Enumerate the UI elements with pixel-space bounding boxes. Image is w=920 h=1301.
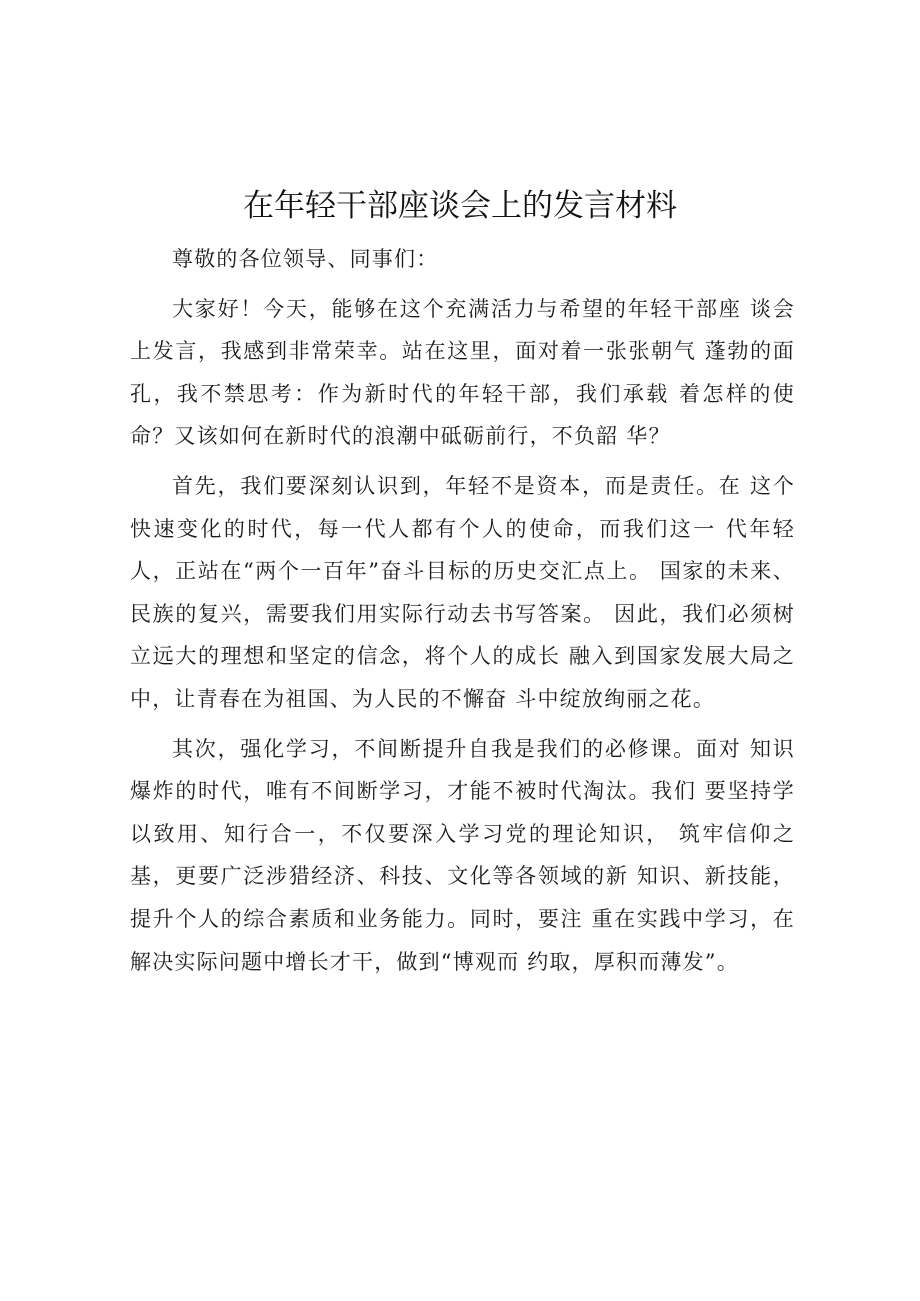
paragraph-opening: 大家好！今天，能够在这个充满活力与希望的年轻干部座 谈会上发言，我感到非常荣幸。站在这里，面对着一张张朝气 蓬勃的面孔，我不禁思考：作为新时代的年轻干部，我们承载 着怎样的使命？又该如何在新时代的浪潮中砥砺前行，不负韶 华？ <box>130 296 795 449</box>
paragraph-first-point: 首先，我们要深刻认识到，年轻不是资本，而是责任。在 这个快速变化的时代，每一代人都有个人的使命，而我们这一 代年轻人，正站在“两个一百年”奋斗目标的历史交汇点上。 国家的未来、民族的复兴，需要我们用实际行动去书写答案。 因此，我们必须树立远大的理想和坚定的信念，将个人的成长 融入到国家发展大局之中，让青春在为祖国、为人民的不懈奋 斗中绽放绚丽之花。 <box>130 473 795 711</box>
paragraph-second-point: 其次，强化学习，不间断提升自我是我们的必修课。面对 知识爆炸的时代，唯有不间断学习，才能不被时代淘汰。我们 要坚持学以致用、知行合一，不仅要深入学习党的理论知识， 筑牢信仰之基，更要广泛涉猎经济、科技、文化等各领域的新 知识、新技能，提升个人的综合素质和业务能力。同时，要注 重在实践中学习，在解决实际问题中增长才干，做到“博观而 约取，厚积而薄发”。 <box>130 736 795 974</box>
document-body <box>130 238 795 983</box>
document-title: 在年轻干部座谈会上的发言材料 <box>243 188 677 224</box>
salutation: 尊敬的各位领导、同事们： <box>172 247 439 271</box>
